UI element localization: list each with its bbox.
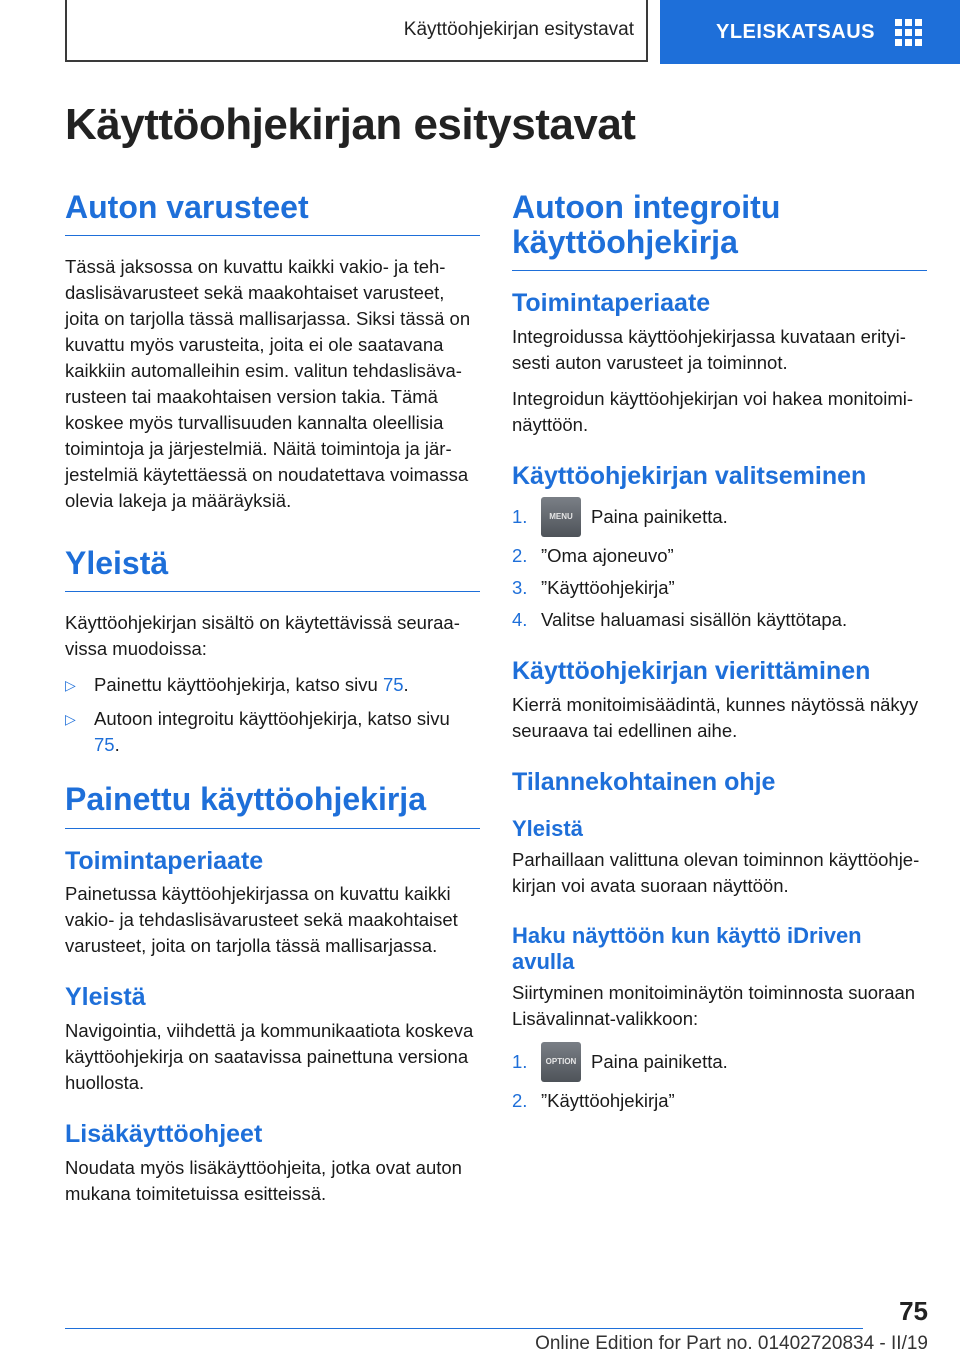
list-item: 1. OPTION Paina painiketta. <box>512 1042 927 1082</box>
integroitu-toimintaperiaate-p2: Integroidun käyttöohjekirjan voi hakea monitoiminäyttöön. <box>512 388 914 436</box>
auton-varusteet-body: Tässä jaksossa on kuvattu kaikki vakio- ja tehdaslisävarusteet sekä maakohtaiset varusteet, joita on tarjolla tässä mallisarjassa. Siksi tässä on kuvattu myös varusteita, joita ei ole saatavana kaikkiin automalleihin esim. valitun tehdaslisävarusteen tai maakohtaisen version takia. Tämä koskee myös turvallisuuden kannalta oleellisia toimintoja ja järjestelmiä. Näitä toimintoja ja järjestelmiä käytettäessä on noudatettava voimassa olevia lakeja ja määräyksiä. <box>65 256 471 512</box>
footer-divider <box>65 1328 863 1329</box>
header-chapter-tab <box>65 0 648 62</box>
lisakayttoohjeet-body: Noudata myös lisäkäyttöohjeita, jotka ovat auton mukana toimitetuissa esitteissä. <box>65 1156 462 1204</box>
list-item: 2. ”Oma ajoneuvo” <box>512 544 674 566</box>
haku-steps <box>512 1042 927 1114</box>
haku-body: Siirtyminen monitoiminäytön toiminnosta suoraan Lisävalinnat-valikkoon: <box>512 981 916 1029</box>
triangle-bullet-icon: ▷ <box>65 677 76 694</box>
integroitu-toimintaperiaate-p1: Integroidussa käyttöohjekirjassa kuvataan erityisesti auton varusteet ja toiminnot. <box>512 326 906 374</box>
heading-lisakayttoohjeet: Lisäkäyttöohjeet <box>65 1120 263 1149</box>
heading-tilanne-yleista: Yleistä <box>512 816 583 842</box>
tilanne-yleista-body: Parhaillaan valittuna olevan toiminnon käyttöohjekirjan voi avata suoraan näyttöön. <box>512 848 920 896</box>
page-title: Käyttöohjekirjan esitystavat <box>65 100 636 149</box>
list-item: 1. MENU Paina painiketta. <box>512 497 927 537</box>
heading-painettu: Painettu käyttöohjekirja <box>65 782 480 828</box>
vierittaminen-body: Kierrä monitoimisäädintä, kunnes näytössä näkyy seuraava tai edellinen aihe. <box>512 693 919 741</box>
heading-toimintaperiaate: Toimintaperiaate <box>65 846 264 875</box>
list-item: ▷ Autoon integroitu käyttöohjekirja, katso sivu 75. <box>65 708 450 756</box>
heading-auton-varusteet: Auton varusteet <box>65 190 480 236</box>
left-column <box>65 190 480 1217</box>
yleista-body: Käyttöohjekirjan sisältö on käytettävissä seuraavissa muodoissa: <box>65 612 460 660</box>
heading-haku: Haku näyttöön kun käyttö iDriven avulla <box>512 922 862 975</box>
format-list <box>65 672 480 758</box>
grid-menu-icon <box>895 19 922 46</box>
option-button-icon: OPTION <box>541 1042 581 1082</box>
header-section-tab[interactable] <box>660 0 960 64</box>
triangle-bullet-icon: ▷ <box>65 711 76 728</box>
painettu-yleista-body: Navigointia, viihdettä ja kommunikaatiota koskeva käyttöohjekirja on saatavissa painettuna versiona huollosta. <box>65 1020 474 1094</box>
heading-painettu-yleista: Yleistä <box>65 983 146 1012</box>
header-section-label: YLEISKATSAUS <box>716 20 875 43</box>
right-column <box>512 190 927 1124</box>
edition-text: Online Edition for Part no. 01402720834 - II/19 <box>535 1333 928 1354</box>
heading-vierittaminen: Käyttöohjekirjan vierittäminen <box>512 656 871 685</box>
heading-autoon-integroitu: Autoon integroitu käyttöohjekirja <box>512 190 927 271</box>
list-item: 4. Valitse haluamasi sisällön käyttötapa. <box>512 608 848 630</box>
heading-tilannekohtainen: Tilannekohtainen ohje <box>512 767 776 796</box>
page-number: 75 <box>899 1296 928 1326</box>
heading-yleista: Yleistä <box>65 546 480 592</box>
painettu-toimintaperiaate-body: Painetussa käyttöohjekirjassa on kuvattu kaikki vakio- ja tehdaslisävarusteet sekä maakohtaiset varusteet, joita on tarjolla tässä mallisarjassa. <box>65 883 458 957</box>
list-item: 2. ”Käyttöohjekirja” <box>512 1089 675 1111</box>
page-link[interactable]: 75 <box>94 734 115 756</box>
page-link[interactable]: 75 <box>382 674 404 696</box>
heading-integroitu-toimintaperiaate: Toimintaperiaate <box>512 289 711 318</box>
list-item: ▷ Painettu käyttöohjekirja, katso sivu 75. <box>65 672 480 698</box>
list-item: 3. ”Käyttöohjekirja” <box>512 576 675 598</box>
valitseminen-steps <box>512 497 927 633</box>
header-chapter-title: Käyttöohjekirjan esitystavat <box>403 19 634 40</box>
heading-valitseminen: Käyttöohjekirjan valitseminen <box>512 462 867 491</box>
menu-button-icon: MENU <box>541 497 581 537</box>
